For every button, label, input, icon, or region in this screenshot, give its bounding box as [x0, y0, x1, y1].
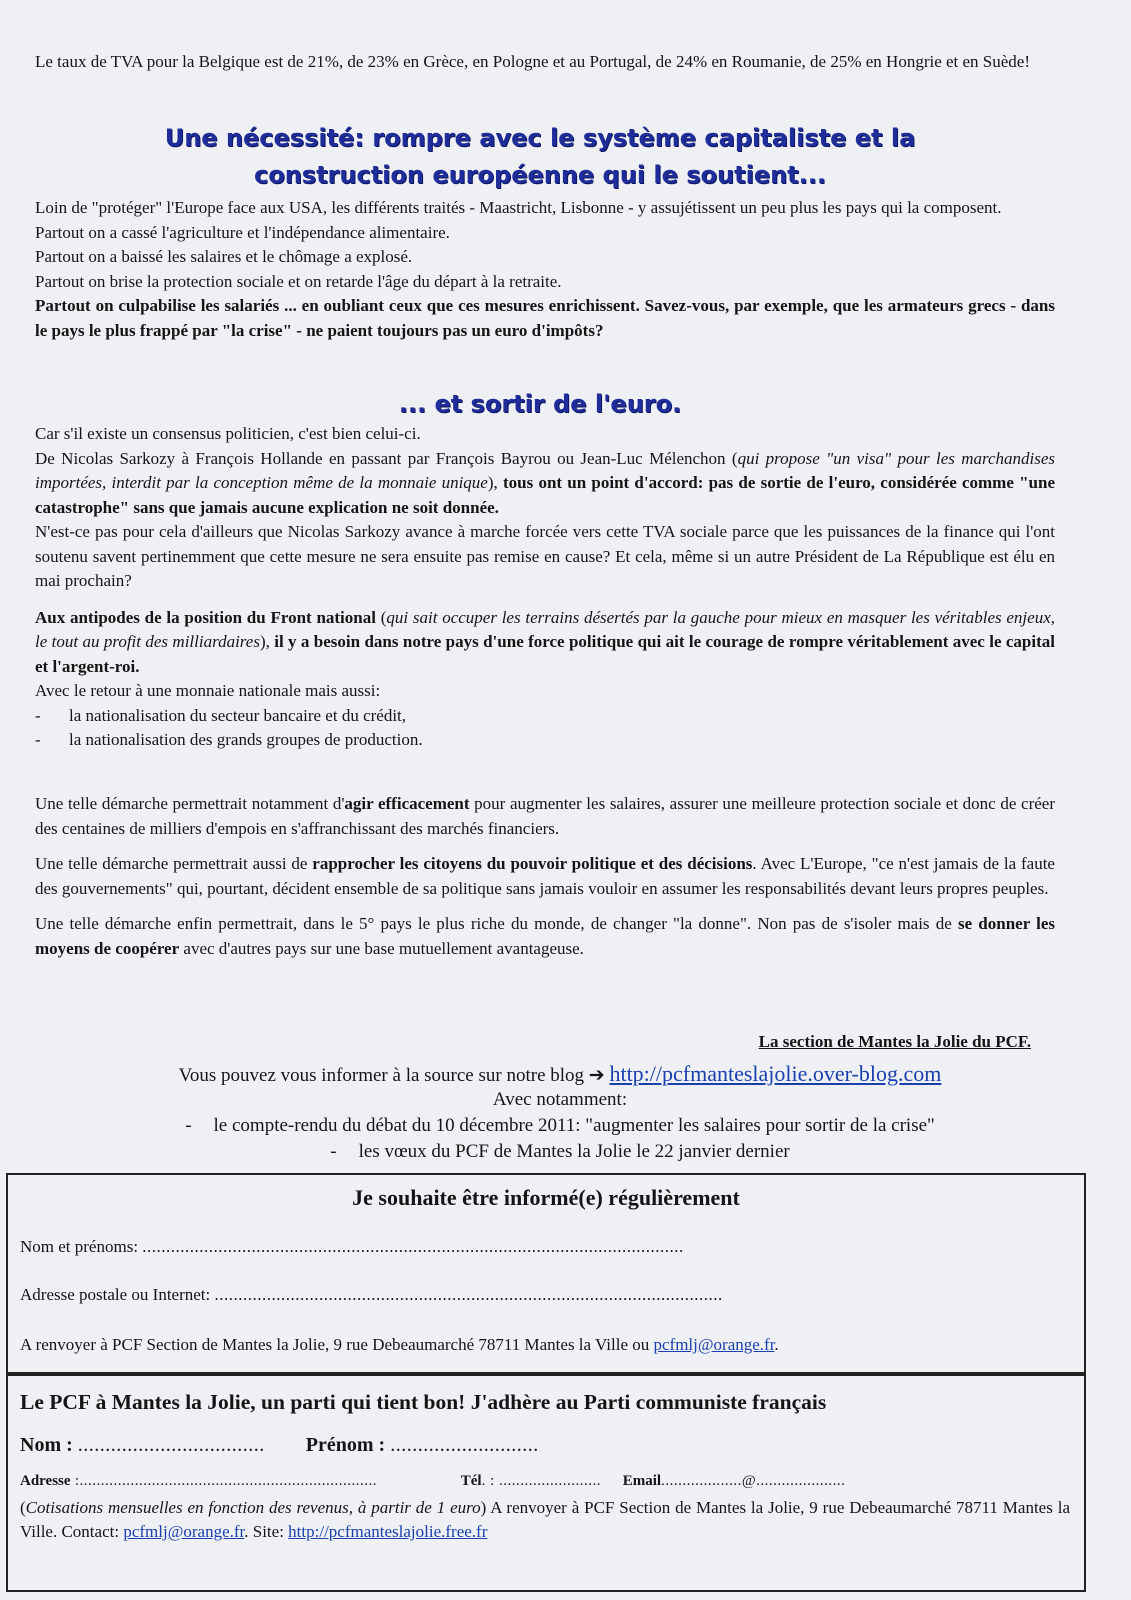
site-link[interactable]: http://pcfmanteslajolie.free.fr: [288, 1522, 488, 1541]
paragraph: Partout on a baissé les salaires et le chômage a explosé.: [35, 247, 413, 266]
paragraph: Car s'il existe un consensus politicien, c'est bien celui-ci.: [35, 424, 421, 443]
membership-form: [6, 1374, 1086, 1592]
intro-paragraph: Le taux de TVA pour la Belgique est de 21%, de 23% en Grèce, en Pologne et au Portugal, de 24% en Roumanie, de 25% en Hongrie et en Suède!: [35, 52, 1031, 71]
tel-field[interactable]: . : ........................: [481, 1473, 601, 1489]
paragraph: Avec le retour à une monnaie nationale mais aussi:: [35, 681, 381, 700]
paragraph: Une telle démarche permettrait notamment d'agir efficacement pour augmenter les salaires, assurer une meilleure protection sociale et donc de créer des centaines de milliers d'empois en s'affranchissant des marchés financiers.: [35, 794, 1055, 838]
heading-euro: ... et sortir de l'euro.: [398, 390, 682, 418]
blog-block: [40, 1061, 1080, 1165]
list-item: - la nationalisation des grands groupes de production.: [35, 730, 423, 749]
paragraph: Partout on brise la protection sociale et on retarde l'âge du départ à la retraite.: [35, 271, 562, 291]
section-euro: [35, 422, 1055, 753]
blog-link[interactable]: http://pcfmanteslajolie.over-blog.com: [609, 1061, 942, 1086]
address-field[interactable]: Adresse postale ou Internet: ...........................................................................................................: [20, 1285, 723, 1304]
blog-item: - les vœux du PCF de Mantes la Jolie le 22 janvier dernier: [330, 1141, 790, 1162]
arrow-right-icon: ➔: [588, 1064, 605, 1086]
paragraph: Loin de "protéger" l'Europe face aux USA, les différents traités - Maastricht, Lisbonne - y assujétissent un peu plus les pays qui la composent.: [35, 198, 1002, 217]
tel-label: Tél: [460, 1473, 482, 1489]
info-request-form: [6, 1173, 1086, 1374]
prenom-label: Prénom :: [305, 1434, 386, 1456]
blog-with: Avec notamment:: [492, 1089, 628, 1110]
email-link[interactable]: pcfmlj@orange.fr: [653, 1335, 775, 1354]
heading-rupture-line2: construction européenne qui le soutient...: [253, 161, 826, 189]
paragraph: Une telle démarche permettrait aussi de rapprocher les citoyens du pouvoir politique et des décisions. Avec L'Europe, "ce n'est jamais de la faute des gouvernements" qui, pourtant, décident ensemble de sa politique sans jamais vouloir en assumer les responsabilités devant leurs propres peuples.: [35, 854, 1055, 898]
paragraph: Partout on a cassé l'agriculture et l'indépendance alimentaire.: [35, 222, 450, 242]
heading-rupture: [90, 120, 990, 194]
paragraph: Aux antipodes de la position du Front national (qui sait occuper les terrains désertés par la gauche pour mieux en masquer les véritables enjeux, le tout au profit des milliardaires), il y a besoin dans notre pays d'une force politique qui ait le courage de rompre véritablement avec le capital et l'argent-roi.: [35, 607, 1055, 676]
membership-footer: (Cotisations mensuelles en fonction des revenus, à partir de 1 euro) A renvoyer à PCF Section de Mantes la Jolie, 9 rue Debeaumarché 78711 Mantes la Ville. Contact: pcfmlj@orange.fr. Site: http://pcfmanteslajolie.free.fr: [20, 1498, 1070, 1541]
nom-field[interactable]: ..................................: [77, 1434, 265, 1456]
paragraph-bold: Partout on culpabilise les salariés ... en oubliant ceux que ces mesures enrichissent. Savez-vous, par exemple, que les armateurs grecs - dans le pays le plus frappé par "la crise" - ne paient toujours pas un euro d'impôts?: [35, 296, 1055, 340]
membership-contact-row: [20, 1473, 845, 1490]
blog-item: - le compte-rendu du débat du 10 décembre 2011: "augmenter les salaires pour sortir de la crise": [185, 1115, 935, 1136]
blog-text: Vous pouvez vous informer à la source sur notre blog: [178, 1065, 585, 1086]
heading-rupture-line1: Une nécessité: rompre avec le système capitaliste et la: [164, 124, 916, 152]
prenom-field[interactable]: ...........................: [390, 1434, 539, 1456]
paragraph: De Nicolas Sarkozy à François Hollande en passant par François Bayrou ou Jean-Luc Mélenchon (qui propose "un visa" pour les marchandises importées, interdit par la conception même de la monnaie unique), tous ont un point d'accord: pas de sortie de l'euro, considérée comme "une catastrophe" sans que jamais aucune explication ne soit donnée.: [35, 448, 1056, 517]
paragraph: Une telle démarche enfin permettrait, dans le 5° pays le plus riche du monde, de changer "la donne". Non pas de s'isoler mais de se donner les moyens de coopérer avec d'autres pays sur une base mutuellement avantageuse.: [35, 914, 1055, 958]
section-europe: [35, 196, 1055, 343]
nom-label: Nom :: [20, 1434, 73, 1456]
membership-name-row: [20, 1434, 539, 1457]
list-item: - la nationalisation du secteur bancaire et du crédit,: [35, 705, 407, 725]
section-demarche: [35, 792, 1055, 961]
name-field[interactable]: Nom et prénoms: ..................................................................................................................: [20, 1237, 684, 1256]
contact-email-link[interactable]: pcfmlj@orange.fr: [123, 1522, 245, 1541]
info-form-title: Je souhaite être informé(e) régulièrement: [352, 1185, 740, 1210]
email-field[interactable]: ...................@.....................: [661, 1473, 846, 1489]
signature: La section de Mantes la Jolie du PCF.: [758, 1032, 1031, 1051]
adresse-field[interactable]: :......................................................................: [70, 1473, 377, 1489]
membership-form-title: Le PCF à Mantes la Jolie, un parti qui tient bon! J'adhère au Parti communiste français: [20, 1390, 827, 1414]
adresse-label: Adresse: [20, 1473, 71, 1489]
return-address: A renvoyer à PCF Section de Mantes la Jolie, 9 rue Debeaumarché 78711 Mantes la Ville ou pcfmlj@orange.fr.: [20, 1335, 779, 1354]
paragraph: N'est-ce pas pour cela d'ailleurs que Nicolas Sarkozy avance à marche forcée vers cette TVA sociale parce que les puissances de la finance qui l'ont soutenu savent pertinemment que cette mesure ne sera ensuite pas remise en cause? Et cela, même si un autre Président de La République est élu en mai prochain?: [35, 522, 1055, 590]
email-label: Email: [622, 1473, 662, 1489]
